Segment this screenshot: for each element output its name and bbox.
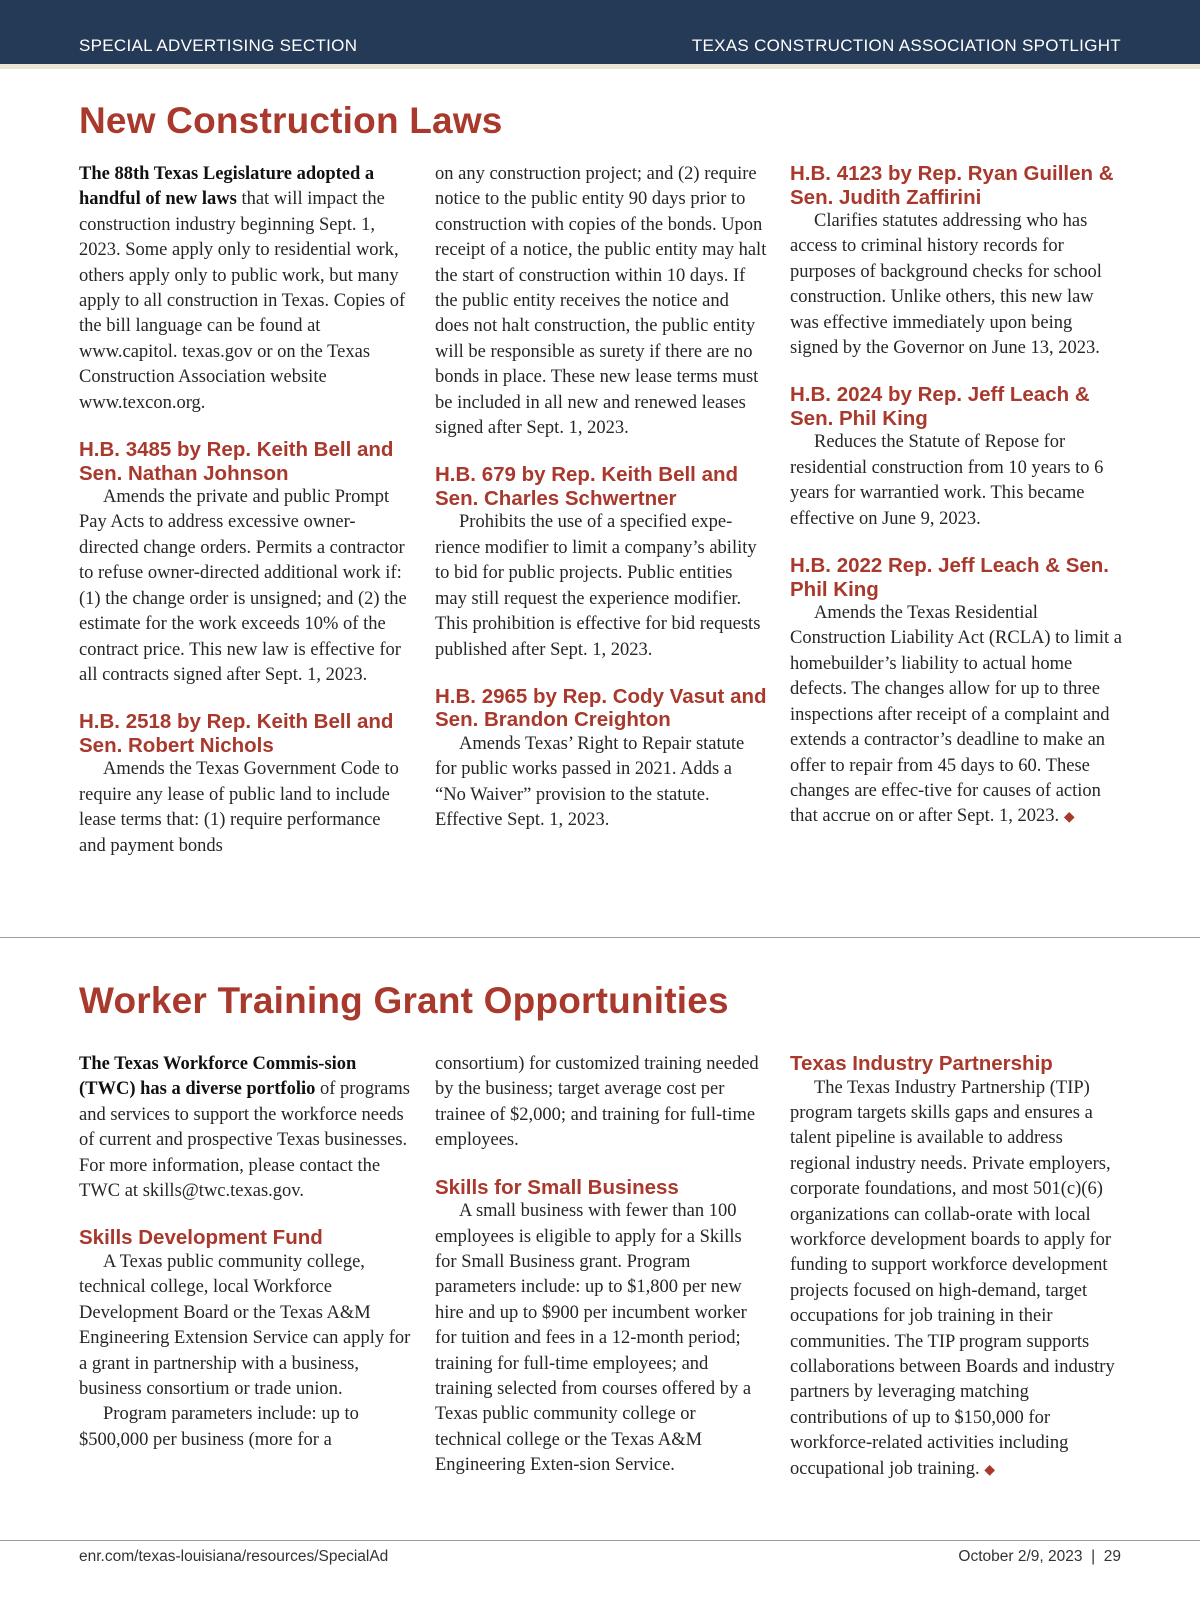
- hb2965-heading: H.B. 2965 by Rep. Cody Vasut and Sen. Brandon Creighton: [435, 684, 767, 732]
- laws-intro: [79, 162, 411, 416]
- laws-title: New Construction Laws: [79, 100, 503, 141]
- sdf-parameters-continued: consortium) for customized training needed by the business; target average cost per trainee of $2,000; and training for full-time employees.: [435, 1054, 759, 1151]
- spotlight-label: TEXAS CONSTRUCTION ASSOCIATION SPOTLIGHT: [691, 36, 1121, 55]
- end-diamond-icon: ◆: [1063, 810, 1075, 826]
- tip-text: [790, 1076, 1122, 1484]
- hb2518-text-continued: on any construction project; and (2) require notice to the public entity 90 days prior to construction with copies of the bonds. Upon receipt of a notice, the public entity may halt the start of construction within 10 days. If the public entity receives the notice and does not halt construction, the public entity will be responsible as surety if there are no bonds in place. These new lease terms must be included in all new and renewed leases signed after Sept. 1, 2023.: [435, 164, 767, 439]
- hb3485-heading: H.B. 3485 by Rep. Keith Bell and Sen. Nathan Johnson: [79, 438, 394, 485]
- sdf-parameters: Program parameters include: up to $500,000 per business (more for a: [79, 1404, 359, 1450]
- sdf-text: A Texas public community college, technical college, local Workforce Development Board or the Texas A&M Engineering Extension Service can apply for a grant in partnership with a business, business consortium or trade union.: [79, 1251, 411, 1399]
- footer-date-page: October 2/9, 2023 | 29: [958, 1548, 1121, 1565]
- ssb-heading: Skills for Small Business: [435, 1175, 679, 1199]
- grants-intro-text: of programs and services to support the workforce needs of current and prospective Texas businesses. For more information, please contact the TWC at skills@twc.texas.gov.: [79, 1079, 410, 1202]
- grants-column-3: [790, 1052, 1122, 1483]
- footer-rule: [0, 1540, 1200, 1541]
- header-rule: [0, 64, 1200, 69]
- hb4123-text: Clarifies statutes addressing who has access to criminal history records for purposes of background checks for school construction. Unlike others, this new law was effective immediately upon being signed by the Governor on June 13, 2023.: [790, 211, 1102, 359]
- grants-intro-lead: The Texas Workforce Commis-sion (TWC) has a diverse portfolio: [79, 1054, 357, 1100]
- laws-column-1: [79, 162, 411, 859]
- grants-intro: [79, 1052, 411, 1204]
- hb2024-text: Reduces the Statute of Repose for residential construction from 10 years to 6 years for warrantied work. This became effective on June 9, 2023.: [790, 432, 1104, 529]
- hb679-heading: H.B. 679 by Rep. Keith Bell and Sen. Charles Schwertner: [435, 463, 739, 510]
- sdf-heading: Skills Development Fund: [79, 1226, 323, 1250]
- section-label: SPECIAL ADVERTISING SECTION: [79, 36, 358, 55]
- tip-heading: Texas Industry Partnership: [790, 1052, 1053, 1075]
- laws-intro-text: that will impact the construction industry beginning Sept. 1, 2023. Some apply only to residential work, others apply only to public work, but many apply to all construction in Texas. Copies of the bill language can be found at www.capitol. texas.gov or on the Texas Construction Association website www.texcon.org.: [79, 189, 406, 413]
- hb2965-text: Amends Texas’ Right to Repair statute for public works passed in 2021. Adds a “No Waiver” provision to the statute. Effective Sept. 1, 2023.: [435, 733, 745, 831]
- laws-column-3: [790, 162, 1122, 831]
- hb4123-heading: H.B. 4123 by Rep. Ryan Guillen & Sen. Judith Zaffirini: [790, 162, 1114, 209]
- end-diamond-icon: ◆: [984, 1462, 995, 1478]
- hb2022-text: [790, 601, 1122, 831]
- hb2022-heading: H.B. 2022 Rep. Jeff Leach & Sen. Phil King: [790, 554, 1110, 601]
- hb3485-text: Amends the private and public Prompt Pay Acts to address excessive owner-directed change orders. Permits a contractor to refuse owner-directed additional work if: (1) the change order is unsigned; and (2) the estimate for the work exceeds 10% of the contract price. This new law is effective for all contracts signed after Sept. 1, 2023.: [79, 487, 407, 685]
- hb2024-heading: H.B. 2024 by Rep. Jeff Leach & Sen. Phil King: [790, 383, 1090, 430]
- hb2518-text: Amends the Texas Government Code to require any lease of public land to include lease terms that: (1) require performance and payment bonds: [79, 759, 399, 856]
- grants-title: Worker Training Grant Opportunities: [79, 980, 729, 1021]
- tip-text-body: The Texas Industry Partnership (TIP) program targets skills gaps and ensures a talent pipeline is available to address regional industry needs. Private employers, corporate foundations, and most 501(c)(6) organizations can collab-orate with local workforce development boards to apply for funding to support workforce development projects focused on high-demand, target occupations for job training in their communities. The TIP program supports collaborations between Boards and industry partners by leveraging matching contributions of up to $150,000 for workforce-related activities including occupational job training.: [790, 1077, 1115, 1479]
- grants-column-1: [79, 1052, 411, 1453]
- hb2518-heading: H.B. 2518 by Rep. Keith Bell and Sen. Robert Nichols: [79, 710, 394, 757]
- footer-url: enr.com/texas-louisiana/resources/SpecialAd: [79, 1548, 389, 1565]
- header-bar: [0, 0, 1200, 64]
- laws-column-2: [435, 162, 767, 834]
- section-divider: [0, 937, 1200, 938]
- ssb-text: A small business with fewer than 100 employees is eligible to apply for a Skills for Small Business grant. Program parameters include: up to $1,800 per new hire and up to $900 per incumbent worker for tuition and fees in a 12-month period; training for full-time employees; and training selected from courses offered by a Texas public community college or technical college or the Texas A&M Engineering Exten-sion Service.: [435, 1201, 752, 1476]
- grants-column-2: [435, 1052, 767, 1479]
- hb2022-text-body: Amends the Texas Residential Construction Liability Act (RCLA) to limit a homebuilder’s liability to actual home defects. The changes allow for up to three inspections after receipt of a complaint and extends a contractor’s deadline to make an offer to repair from 45 days to 60. These changes are effec-tive for causes of action that accrue on or after Sept. 1, 2023.: [790, 603, 1122, 827]
- hb679-text: Prohibits the use of a specified expe-rience modifier to limit a company’s ability to bid for public projects. Public entities may still request the experience modifier. This prohibition is effective for bid requests published after Sept. 1, 2023.: [435, 512, 761, 660]
- laws-intro-lead: The 88th Texas Legislature adopted a handful of new laws: [79, 164, 375, 210]
